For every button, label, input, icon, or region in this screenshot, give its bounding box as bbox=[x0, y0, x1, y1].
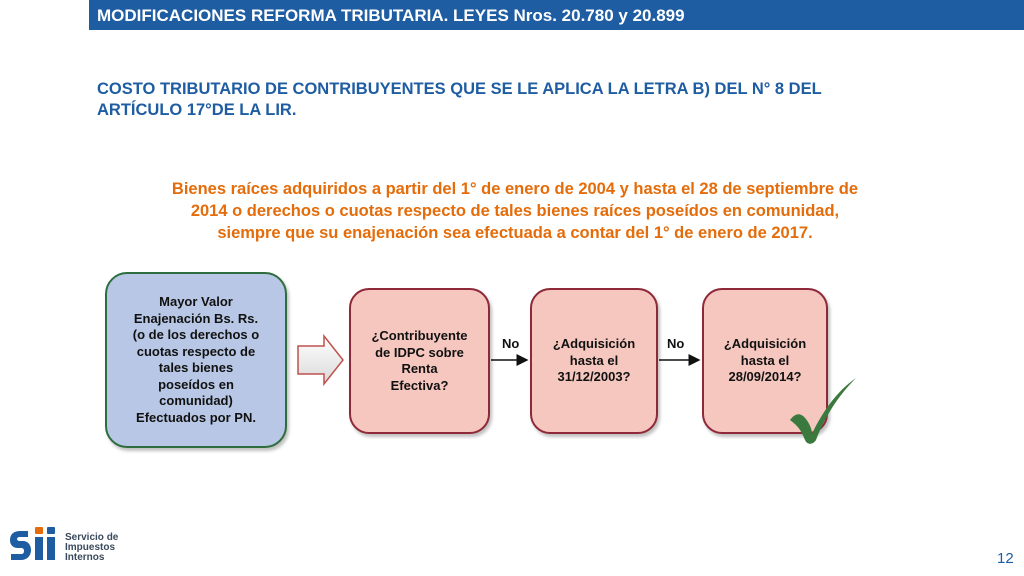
question-line: hasta el bbox=[569, 352, 619, 368]
question-line: hasta el bbox=[740, 352, 790, 368]
subtitle-line: ARTÍCULO 17°DE LA LIR. bbox=[97, 101, 297, 119]
question-line: ¿Adquisición bbox=[552, 336, 636, 352]
highlight-line: siempre que su enajenación sea efectuada a contar del 1° de enero de 2017. bbox=[217, 224, 813, 242]
question-line: ¿Adquisición bbox=[723, 336, 807, 352]
start-box-line: tales bienes bbox=[158, 360, 234, 375]
logo-line: Impuestos bbox=[65, 542, 116, 553]
question-line: Efectiva? bbox=[390, 377, 449, 393]
question-line: de IDPC sobre bbox=[375, 344, 464, 360]
sii-logo-icon bbox=[8, 522, 60, 570]
start-box-line: comunidad) bbox=[159, 393, 233, 408]
start-box-line: Enajenación Bs. Rs. bbox=[133, 310, 259, 326]
page-number: 12 bbox=[997, 550, 1014, 567]
start-box-line: Efectuados por PN. bbox=[136, 409, 256, 425]
start-box-line: poseídos en bbox=[158, 376, 234, 392]
question-line: Renta bbox=[401, 361, 438, 376]
question-line: 28/09/2014? bbox=[728, 369, 802, 385]
highlight-line: 2014 o derechos o cuotas respecto de tales bienes raíces poseídos en comunidad, bbox=[190, 202, 840, 220]
checkmark-icon bbox=[786, 374, 860, 446]
start-box-line: cuotas respecto de bbox=[136, 343, 256, 359]
question-line: 31/12/2003? bbox=[557, 369, 631, 385]
page-title: MODIFICACIONES REFORMA TRIBUTARIA. LEYES Nros. 20.780 y 20.899 bbox=[97, 6, 685, 25]
logo-line: Internos bbox=[65, 552, 105, 563]
highlight-line: Bienes raíces adquiridos a partir del 1° de enero de 2004 y hasta el 28 de septiembre de bbox=[171, 180, 859, 198]
logo-text bbox=[65, 533, 118, 563]
no-label: No bbox=[502, 336, 520, 351]
start-box-line: (o de los derechos o bbox=[132, 327, 260, 342]
question-line: ¿Contribuyente bbox=[371, 328, 468, 343]
logo-line: Servicio de bbox=[65, 532, 119, 543]
no-label: No bbox=[667, 336, 685, 351]
subtitle-line: COSTO TRIBUTARIO DE CONTRIBUYENTES QUE SE LE APLICA LA LETRA B) DEL N° 8 DEL bbox=[97, 80, 822, 98]
start-box-line: Mayor Valor bbox=[159, 294, 233, 309]
